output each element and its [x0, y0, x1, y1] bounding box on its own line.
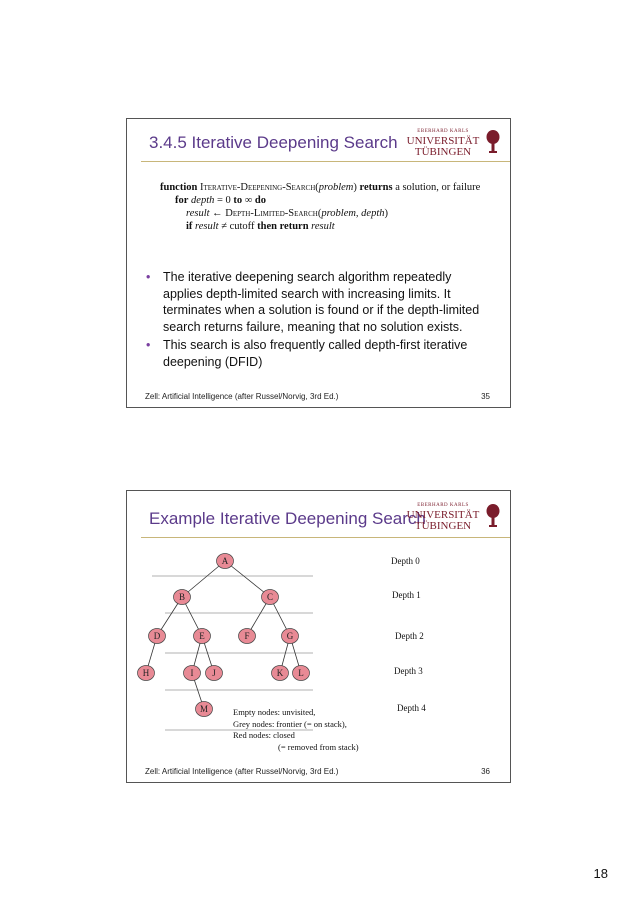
tree-node-label: H [142, 668, 150, 679]
slide-title: Example Iterative Deepening Search [149, 509, 426, 528]
tree-node-label: D [153, 631, 161, 642]
tree-node-i [184, 666, 201, 681]
tree-node-label: J [212, 668, 216, 679]
tree-emblem-icon [486, 129, 500, 155]
university-logo: EBERHARD KARLS UNIVERSITÄT TÜBINGEN [404, 127, 500, 157]
tree-node-k [272, 666, 289, 681]
slide-page-number: 36 [481, 767, 490, 776]
bullet-item: • The iterative deepening search algorithm repeatedly applies depth-limited search with increasing limits. It terminates when a solution is found or if the depth-limited search returns failure, meaning that no solution exists. [146, 270, 480, 334]
depth-label: Depth 1 [392, 590, 421, 600]
tree-node-m [196, 702, 213, 717]
depth-label: Depth 0 [391, 556, 420, 566]
university-logo: EBERHARD KARLS UNIVERSITÄT TÜBINGEN [404, 501, 500, 531]
tree-node-label: E [199, 631, 205, 642]
legend: Empty nodes: unvisited, Grey nodes: frontier (= on stack), Red nodes: closed (= removed from stack) [233, 707, 359, 752]
tree-node-c [262, 590, 279, 605]
slide-page-number: 35 [481, 392, 490, 401]
tree-node-d [149, 629, 166, 644]
tree-node-label: L [298, 668, 304, 679]
bullet-list [143, 269, 493, 372]
tree-node-a [217, 554, 234, 569]
tree-node-b [174, 590, 191, 605]
tree-node-g [282, 629, 299, 644]
slide-35 [126, 118, 511, 408]
title-divider [141, 161, 510, 162]
tree-node-label: F [244, 631, 250, 642]
tree-node-label: K [276, 668, 284, 679]
tree-node-label: C [266, 592, 274, 603]
tree-node-label: G [286, 631, 294, 642]
tree-node-label: A [221, 556, 229, 567]
tree-edge [225, 561, 270, 597]
depth-label: Depth 3 [394, 666, 423, 676]
tree-node-j [206, 666, 223, 681]
tree-node-h [138, 666, 155, 681]
tree-node-f [239, 629, 256, 644]
tree-emblem-icon [486, 503, 500, 529]
document-page-number: 18 [593, 866, 608, 881]
tree-node-e [194, 629, 211, 644]
slide-36 [126, 490, 511, 783]
tree-node-l [293, 666, 310, 681]
slide-title: 3.4.5 Iterative Deepening Search [149, 133, 398, 152]
depth-label: Depth 4 [397, 703, 426, 713]
title-divider [141, 537, 510, 538]
tree-node-label: I [190, 668, 194, 679]
tree-node-label: B [178, 592, 186, 603]
depth-label: Depth 2 [395, 631, 424, 641]
bullet-item: • This search is also frequently called depth-first iterative deepening (DFID) [146, 338, 468, 369]
tree-edge [182, 561, 225, 597]
tree-node-label: M [199, 704, 209, 715]
slide-footer: Zell: Artificial Intelligence (after Russel/Norvig, 3rd Ed.) [145, 767, 339, 776]
pseudocode: function Iterative-Deepening-Search(problem) returns a solution, or failure for depth = 0 to ∞ do result ← Depth-Limited-Search(problem, depth) if result ≠ cutoff then return result [160, 182, 481, 232]
slide-footer: Zell: Artificial Intelligence (after Russel/Norvig, 3rd Ed.) [145, 392, 339, 401]
